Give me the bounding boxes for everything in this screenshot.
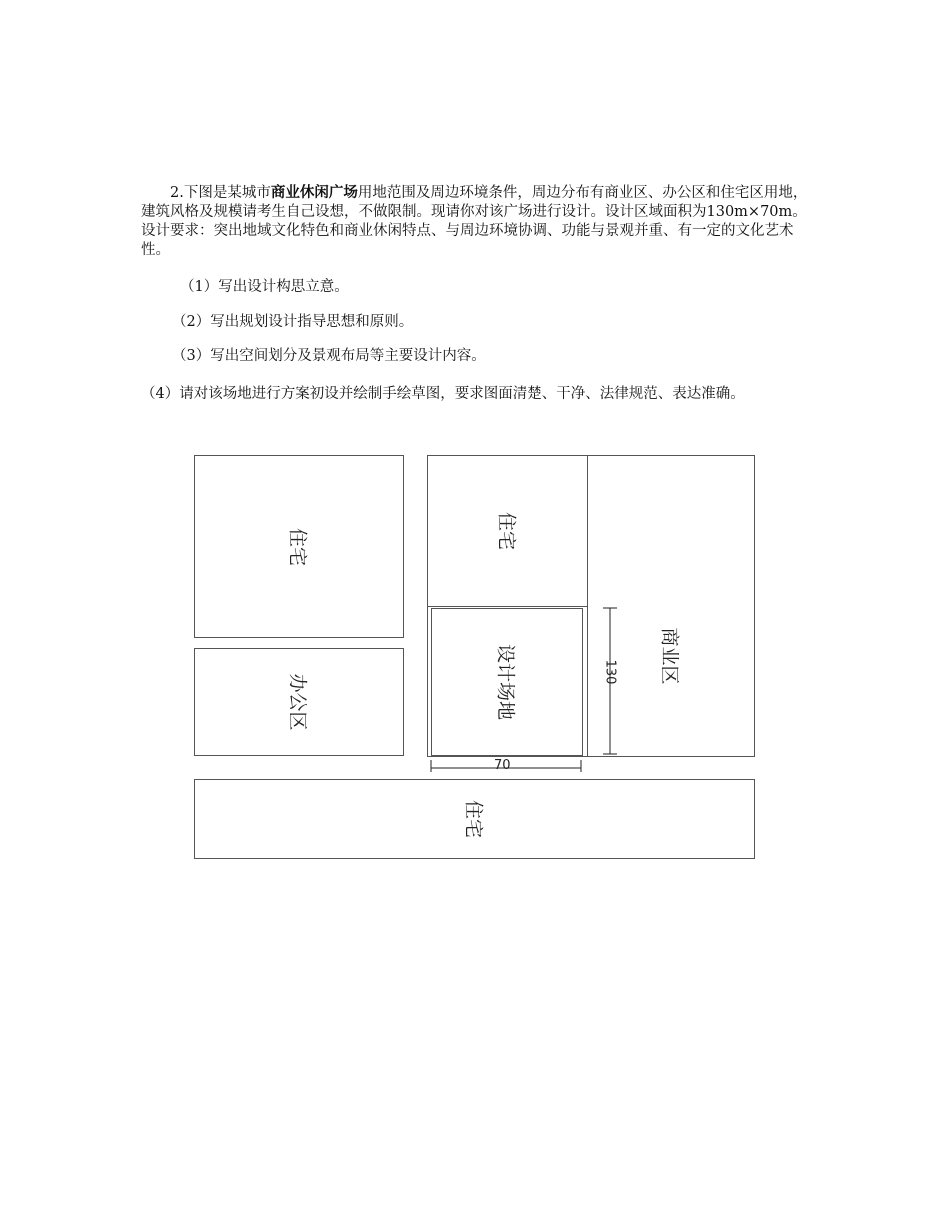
- residential-bottom-block: [194, 779, 755, 859]
- question-item-3: （3）写出空间划分及景观布局等主要设计内容。: [172, 348, 486, 364]
- residential-top-middle-label: 住宅: [495, 511, 517, 551]
- design-site-block: [431, 608, 583, 756]
- residential-top-left-block: [194, 455, 404, 638]
- question-intro-before: 2.下图是某城市: [170, 185, 271, 201]
- commercial-block: [587, 455, 755, 757]
- question-intro-after: 用地范围及周边环境条件，周边分布有商业区、办公区和住宅区用地，建筑风格及规模请考生自己设想，不做限制。现请你对该广场进行设计。设计区域面积为130m×70m。设计要求：突出地域文化特色和商业休闲特点、与周边环境协调、功能与景观并重、有一定的文化艺术性。: [141, 185, 808, 258]
- question-item-4: （4）请对该场地进行方案初设并绘制手绘草图，要求图面清楚、干净、法律规范、表达准确。: [141, 386, 745, 402]
- commercial-label: 商业区: [658, 627, 681, 685]
- office-block: [194, 648, 404, 756]
- question-highlight: 商业休闲广场: [270, 185, 358, 201]
- question-paragraph: [141, 184, 811, 260]
- residential-top-middle-block: [427, 455, 588, 607]
- residential-top-left-label: 住宅: [286, 527, 309, 566]
- height-dimension-label: 130: [602, 659, 618, 685]
- question-item-2: （2）写出规划设计指导思想和原则。: [172, 314, 414, 330]
- width-dimension-label: 70: [494, 758, 511, 773]
- design-site-label: 设计场地: [494, 643, 517, 721]
- office-label: 办公区: [286, 673, 309, 731]
- question-item-1: （1）写出设计构思立意。: [180, 279, 349, 295]
- residential-bottom-label: 住宅: [462, 799, 484, 839]
